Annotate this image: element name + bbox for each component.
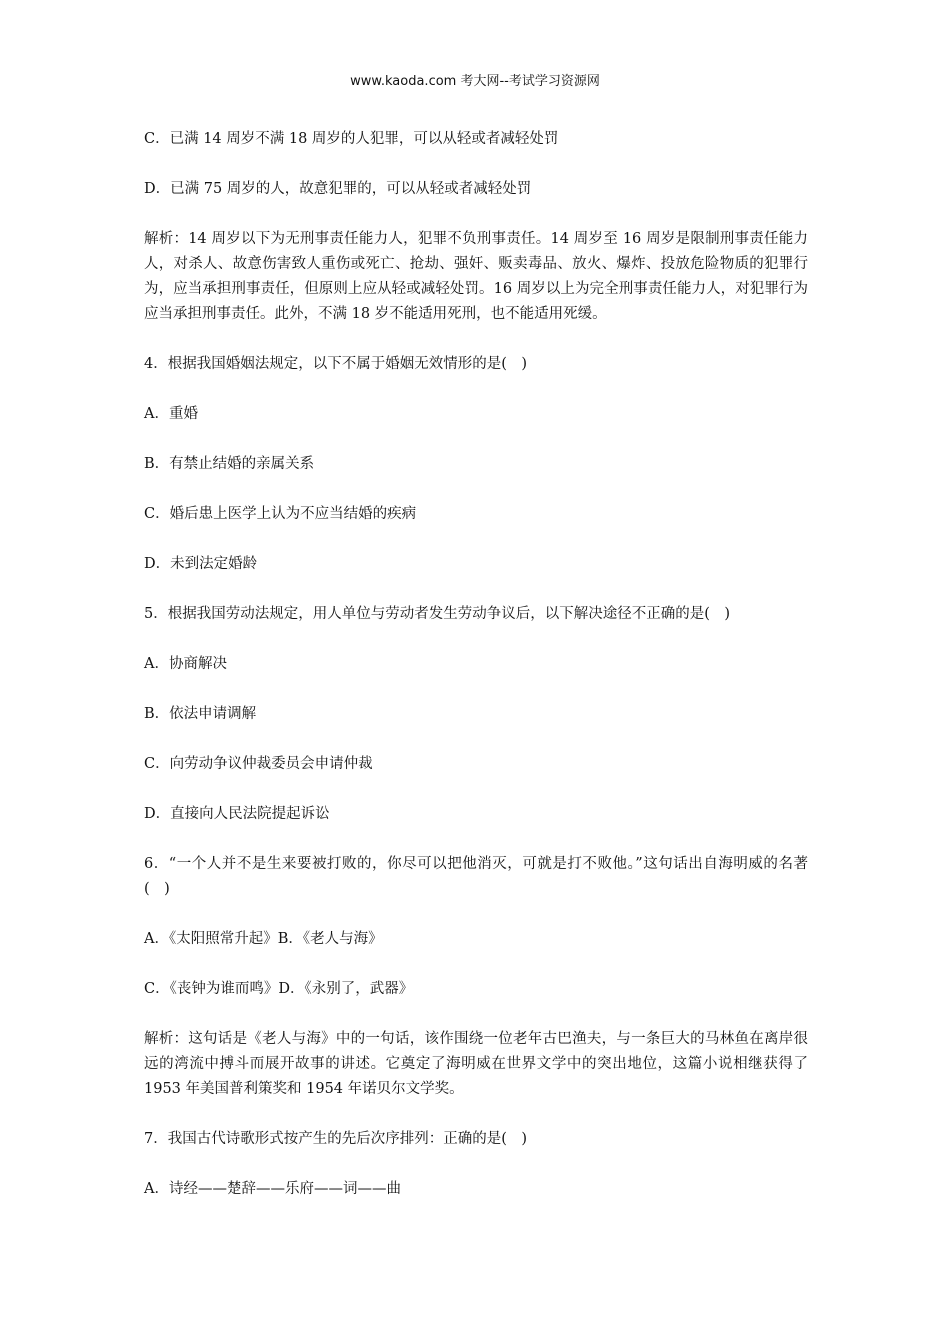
page-header: www.kaoda.com 考大网--考试学习资源网	[350, 74, 600, 89]
option-q3-d: D．已满 75 周岁的人，故意犯罪的，可以从轻或者减轻处罚	[144, 181, 532, 197]
analysis-q3: 解析：14 周岁以下为无刑事责任能力人，犯罪不负刑事责任。14 周岁至 16 周岁是限制刑事责任能力人，对杀人、故意伤害致人重伤或死亡、抢劫、强奸、贩卖毒品、放火、爆炸、投放危险物质的犯罪行为，应当承担刑事责任，但原则上应从轻或减轻处罚。16 周岁以上为完全刑事责任能力人，对犯罪行为应当承担刑事责任。此外，不满 18 岁不能适用死刑，也不能适用死缓。	[144, 231, 808, 322]
option-q5-b: B．依法申请调解	[144, 706, 257, 722]
option-q4-d: D．未到法定婚龄	[144, 556, 258, 572]
option-q4-b: B．有禁止结婚的亲属关系	[144, 456, 315, 472]
option-q6-ab: A．《太阳照常升起》B．《老人与海》	[144, 931, 383, 947]
option-q3-c: C．已满 14 周岁不满 18 周岁的人犯罪，可以从轻或者减轻处罚	[144, 131, 559, 147]
question-7: 7．我国古代诗歌形式按产生的先后次序排列：正确的是( )	[144, 1131, 528, 1147]
analysis-q6: 解析：这句话是《老人与海》中的一句话，该作围绕一位老年古巴渔夫，与一条巨大的马林鱼在离岸很远的湾流中搏斗而展开故事的讲述。它奠定了海明威在世界文学中的突出地位，这篇小说相继获得了 1953 年美国普利策奖和 1954 年诺贝尔文学奖。	[144, 1031, 808, 1097]
option-q4-a: A．重婚	[144, 406, 198, 422]
question-5: 5．根据我国劳动法规定，用人单位与劳动者发生劳动争议后，以下解决途径不正确的是( )	[144, 606, 731, 622]
question-6: 6．“一个人并不是生来要被打败的，你尽可以把他消灭，可就是打不败他。”这句话出自海明威的名著( )	[144, 856, 808, 897]
option-q5-c: C．向劳动争议仲裁委员会申请仲裁	[144, 756, 373, 772]
option-q5-d: D．直接向人民法院提起诉讼	[144, 806, 330, 822]
option-q4-c: C．婚后患上医学上认为不应当结婚的疾病	[144, 506, 417, 522]
option-q6-cd: C．《丧钟为谁而鸣》D．《永别了，武器》	[144, 981, 414, 997]
document-body	[144, 127, 808, 1202]
question-4: 4．根据我国婚姻法规定，以下不属于婚姻无效情形的是( )	[144, 356, 528, 372]
option-q7-a: A．诗经——楚辞——乐府——词——曲	[144, 1181, 401, 1197]
option-q5-a: A．协商解决	[144, 656, 227, 672]
